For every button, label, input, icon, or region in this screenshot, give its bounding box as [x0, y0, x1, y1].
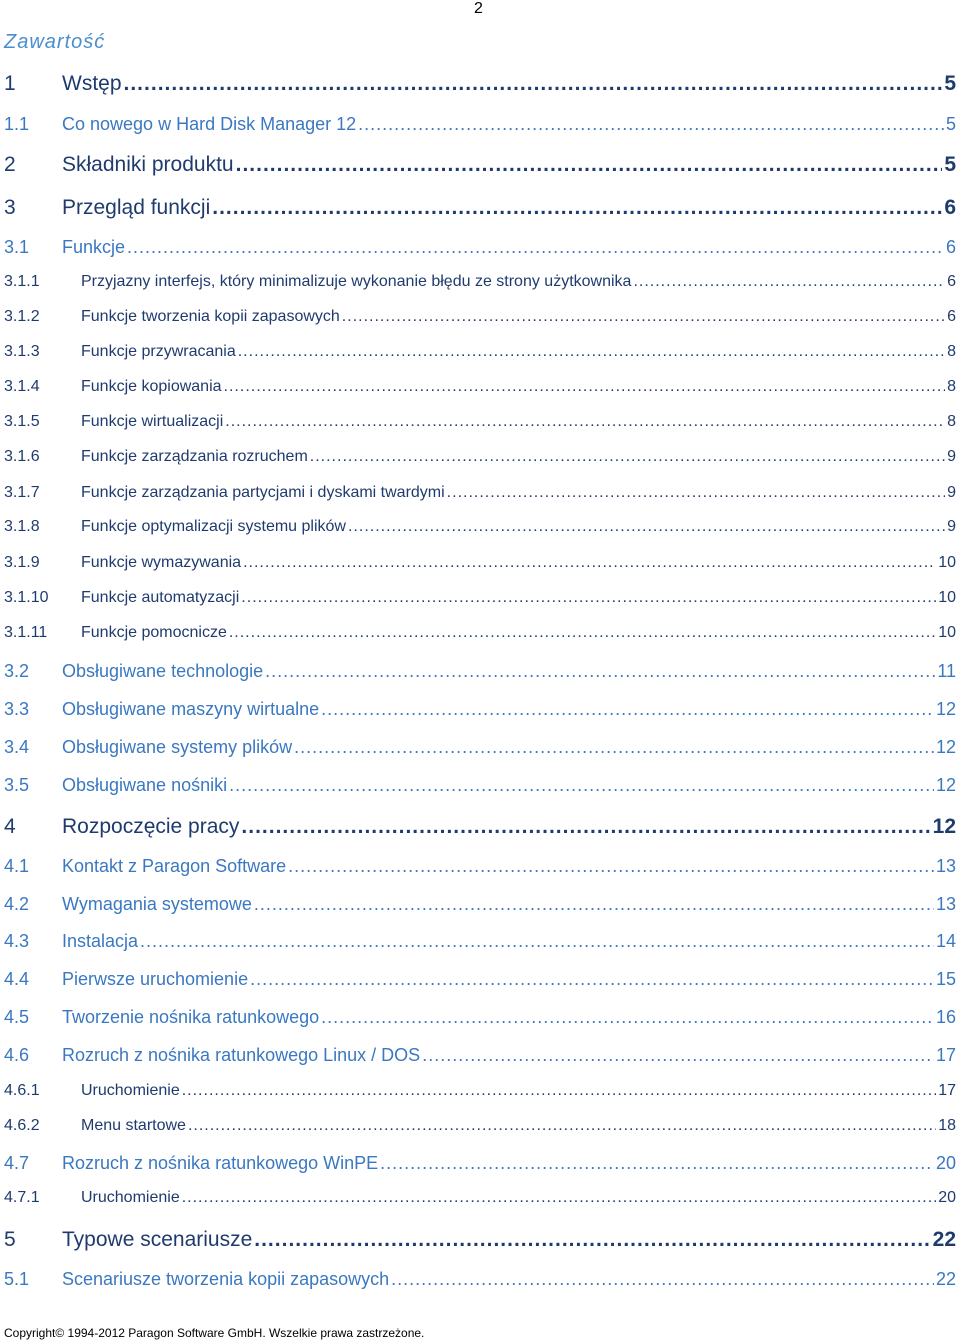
toc-entry-page: 16 [935, 1007, 956, 1027]
toc-entry[interactable] [4, 196, 956, 220]
toc-entry-number: 3.1.4 [4, 378, 40, 395]
toc-entry[interactable] [4, 894, 956, 915]
toc-entry[interactable] [4, 343, 956, 361]
toc-entry-page: 18 [938, 1117, 956, 1134]
toc-entry-title[interactable]: Typowe scenariusze [62, 1228, 253, 1251]
toc-entry[interactable] [4, 1117, 956, 1135]
toc-entry-title[interactable]: Obsługiwane maszyny wirtualne [62, 699, 320, 719]
toc-entry-number: 4.5 [4, 1007, 30, 1027]
toc-entry-number: 1.1 [4, 114, 30, 134]
toc-entry[interactable] [4, 661, 956, 682]
toc-entry-title[interactable]: Wstęp [62, 72, 122, 95]
toc-entry-page: 5 [944, 72, 956, 95]
toc-entry-page: 13 [935, 856, 956, 876]
toc-leader-dots [358, 114, 944, 135]
toc-leader-dots [422, 1045, 934, 1066]
toc-entry-number: 4.2 [4, 894, 30, 914]
toc-leader-dots [188, 1117, 936, 1135]
toc-entry-title[interactable]: Obsługiwane nośniki [62, 775, 228, 795]
toc-entry-title[interactable]: Składniki produktu [62, 153, 234, 176]
toc-entry-title[interactable]: Obsługiwane systemy plików [62, 737, 293, 757]
toc-entry-number: 3.1.6 [4, 448, 40, 465]
toc-leader-dots [243, 554, 936, 572]
toc-entry-number: 3.1.7 [4, 484, 40, 501]
toc-entry[interactable] [4, 1228, 956, 1252]
toc-entry-title[interactable]: Funkcje wymazywania [81, 554, 242, 571]
toc-entry-title[interactable]: Wymagania systemowe [62, 894, 252, 914]
toc-entry-page: 12 [935, 737, 956, 757]
toc-entry[interactable] [4, 1045, 956, 1066]
toc-entry-page: 15 [935, 969, 956, 989]
toc-entry-page: 13 [935, 894, 956, 914]
toc-entry[interactable] [4, 378, 956, 396]
toc-leader-dots [254, 894, 934, 915]
toc-entry-number: 5 [4, 1228, 16, 1251]
toc-entry-number: 2 [4, 153, 16, 176]
toc-leader-dots [447, 484, 945, 502]
toc-entry-page: 17 [935, 1045, 956, 1065]
toc-entry-page: 5 [945, 114, 956, 134]
toc-entry-title[interactable]: Rozruch z nośnika ratunkowego Linux / DOS [62, 1045, 421, 1065]
toc-entry-title[interactable]: Funkcje przywracania [81, 343, 236, 360]
toc-entry[interactable] [4, 237, 956, 258]
toc-entry-title[interactable]: Funkcje zarządzania rozruchem [81, 448, 308, 465]
toc-entry-title[interactable]: Uruchomienie [81, 1189, 180, 1206]
toc-entry-title[interactable]: Rozruch z nośnika ratunkowego WinPE [62, 1153, 379, 1173]
toc-entry-page: 6 [944, 196, 956, 219]
toc-leader-dots [238, 343, 945, 361]
toc-leader-dots [250, 969, 934, 990]
toc-entry[interactable] [4, 308, 956, 326]
toc-entry-title[interactable]: Funkcje kopiowania [81, 378, 222, 395]
toc-entry-page: 20 [935, 1153, 956, 1173]
page-number: 2 [474, 0, 483, 17]
toc-entry[interactable] [4, 153, 956, 177]
toc-leader-dots [254, 1228, 930, 1252]
toc-entry[interactable] [4, 1007, 956, 1028]
toc-leader-dots [236, 153, 943, 177]
toc-entry[interactable] [4, 1269, 956, 1290]
toc-entry-title[interactable]: Funkcje automatyzacji [81, 589, 240, 606]
toc-entry[interactable] [4, 1189, 956, 1207]
toc-entry[interactable] [4, 699, 956, 720]
copyright-footer: Copyright© 1994-2012 Paragon Software GmbH. Wszelkie prawa zastrzeżone. [4, 1326, 425, 1340]
toc-entry[interactable] [4, 775, 956, 796]
toc-entry-title[interactable]: Przyjazny interfejs, który minimalizuje wykonanie błędu ze strony użytkownika [81, 273, 632, 290]
toc-entry-number: 4.7.1 [4, 1189, 40, 1206]
toc-entry-title[interactable]: Funkcje optymalizacji systemu plików [81, 518, 346, 535]
toc-entry-page: 20 [938, 1189, 956, 1206]
toc-entry-number: 4 [4, 815, 16, 838]
toc-entry-number: 3 [4, 196, 16, 219]
toc-entry-title[interactable]: Uruchomienie [81, 1082, 180, 1099]
toc-entry[interactable] [4, 737, 956, 758]
toc-leader-dots [241, 815, 930, 839]
toc-entry-page: 9 [947, 484, 956, 501]
toc-entry[interactable] [4, 1153, 956, 1174]
toc-leader-dots [140, 931, 934, 952]
toc-leader-dots [229, 624, 936, 642]
toc-leader-dots [182, 1082, 936, 1100]
toc-entry-page: 10 [938, 624, 956, 641]
toc-entry-title[interactable]: Funkcje wirtualizacji [81, 413, 224, 430]
toc-entry-number: 3.1.8 [4, 518, 40, 535]
toc-entry[interactable] [4, 448, 956, 466]
toc-leader-dots [348, 518, 945, 536]
toc-entry-page: 8 [947, 343, 956, 360]
toc-entry-page: 5 [944, 153, 956, 176]
toc-leader-dots [225, 413, 945, 431]
toc-leader-dots [124, 72, 943, 96]
toc-leader-dots [182, 1189, 936, 1207]
toc-entry-page: 12 [935, 699, 956, 719]
toc-entry-number: 3.2 [4, 661, 30, 681]
toc-leader-dots [212, 196, 942, 220]
toc-entry[interactable] [4, 114, 956, 135]
toc-entry-number: 3.3 [4, 699, 30, 719]
toc-entry[interactable] [4, 969, 956, 990]
toc-entry-page: 10 [938, 554, 956, 571]
toc-entry-page: 6 [947, 308, 956, 325]
toc-entry-number: 4.1 [4, 856, 30, 876]
toc-entry[interactable] [4, 484, 956, 502]
toc-entry-title[interactable]: Funkcje pomocnicze [81, 624, 227, 641]
toc-leader-dots [391, 1269, 934, 1290]
toc-entry-number: 4.6.2 [4, 1117, 40, 1134]
toc-entry-title[interactable]: Funkcje tworzenia kopii zapasowych [81, 308, 340, 325]
toc-entry-number: 5.1 [4, 1269, 30, 1289]
toc-entry[interactable] [4, 815, 956, 839]
toc-leader-dots [229, 775, 934, 796]
toc-entry-number: 4.6.1 [4, 1082, 40, 1099]
toc-entry-title[interactable]: Kontakt z Paragon Software [62, 856, 287, 876]
toc-entry[interactable] [4, 518, 956, 536]
toc-leader-dots [241, 589, 936, 607]
toc-entry[interactable] [4, 1082, 956, 1100]
toc-entry-page: 9 [947, 518, 956, 535]
toc-entry-number: 3.1.10 [4, 589, 49, 606]
toc-entry-title[interactable]: Funkcje zarządzania partycjami i dyskami twardymi [81, 484, 445, 501]
toc-entry[interactable] [4, 856, 956, 877]
toc-leader-dots [265, 661, 935, 682]
toc-entry-title[interactable]: Rozpoczęcie pracy [62, 815, 240, 838]
toc-entry-page: 8 [947, 378, 956, 395]
toc-leader-dots [127, 237, 944, 258]
toc-entry-page: 17 [938, 1082, 956, 1099]
toc-entry-title[interactable]: Pierwsze uruchomienie [62, 969, 249, 989]
toc-entry[interactable] [4, 554, 956, 572]
toc-entry[interactable] [4, 589, 956, 607]
toc-entry-page: 22 [932, 1228, 956, 1251]
toc-entry-number: 1 [4, 72, 16, 95]
toc-entry[interactable] [4, 273, 956, 291]
toc-entry-title[interactable]: Menu startowe [81, 1117, 186, 1134]
toc-entry-page: 12 [932, 815, 956, 838]
toc-entry[interactable] [4, 931, 956, 952]
toc-entry-number: 3.5 [4, 775, 30, 795]
toc-entry-number: 4.7 [4, 1153, 30, 1173]
toc-entry-title[interactable]: Obsługiwane technologie [62, 661, 264, 681]
toc-entry-title[interactable]: Funkcje [62, 237, 126, 257]
toc-entry-title[interactable]: Przegląd funkcji [62, 196, 211, 219]
toc-entry-number: 4.4 [4, 969, 30, 989]
toc-entry[interactable] [4, 413, 956, 431]
toc-entry-page: 22 [935, 1269, 956, 1289]
toc-leader-dots [224, 378, 946, 396]
toc-entry-number: 3.4 [4, 737, 30, 757]
toc-entry-number: 3.1.5 [4, 413, 40, 430]
toc-entry-page: 11 [937, 661, 956, 681]
toc-entry-number: 3.1.2 [4, 308, 40, 325]
toc-leader-dots [294, 737, 934, 758]
toc-entry-page: 6 [945, 237, 956, 257]
toc-leader-dots [310, 448, 945, 466]
toc-entry-title[interactable]: Tworzenie nośnika ratunkowego [62, 1007, 320, 1027]
toc-entry-page: 14 [935, 931, 956, 951]
toc-entry-number: 4.3 [4, 931, 30, 951]
toc-entry-number: 3.1 [4, 237, 30, 257]
toc-leader-dots [321, 1007, 934, 1028]
toc-entry-number: 4.6 [4, 1045, 30, 1065]
toc-leader-dots [633, 273, 945, 291]
toc-entry-page: 6 [947, 273, 956, 290]
toc-leader-dots [380, 1153, 934, 1174]
toc-entry-page: 8 [947, 413, 956, 430]
toc-title: Zawartość [4, 31, 106, 53]
toc-entry-number: 3.1.9 [4, 554, 40, 571]
toc-entry-page: 9 [947, 448, 956, 465]
toc-entry-number: 3.1.3 [4, 343, 40, 360]
toc-leader-dots [321, 699, 934, 720]
toc-entry-title[interactable]: Scenariusze tworzenia kopii zapasowych [62, 1269, 390, 1289]
toc-entry[interactable] [4, 72, 956, 96]
toc-leader-dots [288, 856, 934, 877]
toc-entry-page: 12 [935, 775, 956, 795]
toc-entry-title[interactable]: Instalacja [62, 931, 139, 951]
toc-entry-page: 10 [938, 589, 956, 606]
toc-leader-dots [342, 308, 945, 326]
toc-entry-title[interactable]: Co nowego w Hard Disk Manager 12 [62, 114, 357, 134]
toc-entry-number: 3.1.1 [4, 273, 40, 290]
toc-entry[interactable] [4, 624, 956, 642]
toc-entry-number: 3.1.11 [4, 624, 48, 641]
